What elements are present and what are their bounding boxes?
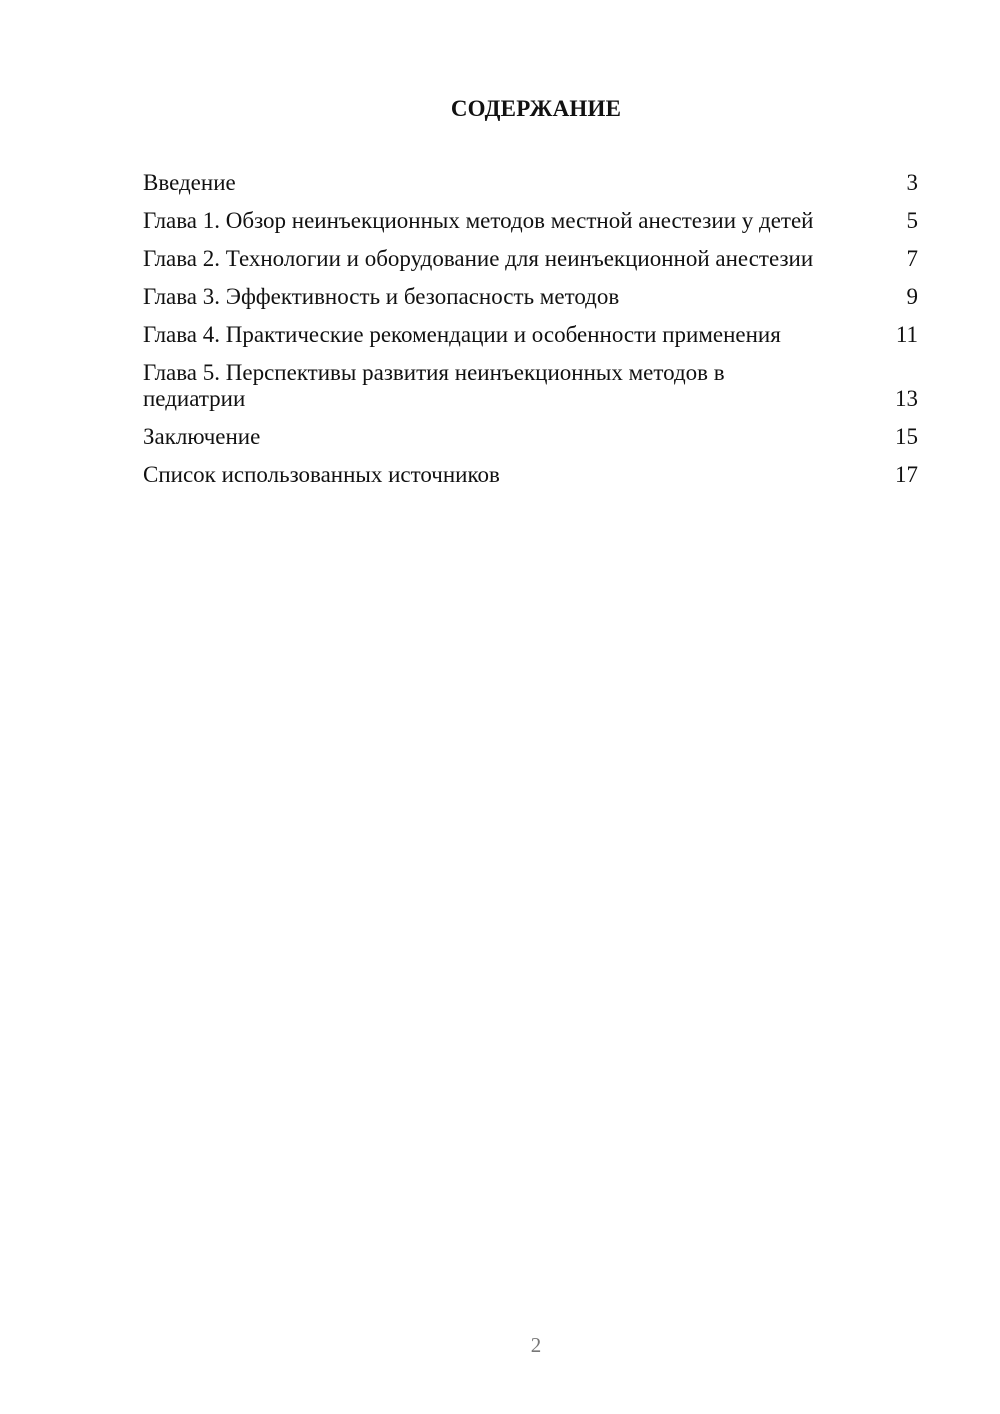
toc-entry-page: 3 — [906, 170, 918, 195]
page-title: СОДЕРЖАНИЕ — [450, 96, 622, 121]
toc-entry[interactable] — [143, 360, 918, 412]
toc-entry[interactable] — [143, 322, 918, 348]
toc-entry-page: 15 — [895, 424, 918, 449]
toc-entry-page: 9 — [906, 284, 918, 309]
toc-entry-text: Заключение — [143, 424, 261, 449]
toc-entry-text: Глава 3. Эффективность и безопасность методов — [143, 284, 620, 309]
toc-entry-page: 17 — [895, 462, 918, 487]
toc-entry-text: Список использованных источников — [143, 462, 500, 487]
toc-entry[interactable] — [143, 284, 918, 310]
toc-entry[interactable] — [143, 246, 918, 272]
toc-entry-page: 11 — [895, 322, 918, 347]
toc-entry-page: 7 — [906, 246, 918, 271]
toc-entry[interactable] — [143, 462, 918, 488]
toc-entry-text: Глава 4. Практические рекомендации и особенности применения — [143, 322, 781, 347]
toc-entry[interactable] — [143, 170, 918, 196]
toc-entry-text: Глава 1. Обзор неинъекционных методов местной анестезии у детей — [143, 208, 814, 233]
table-of-contents — [143, 170, 918, 500]
toc-entry-text: Введение — [143, 170, 236, 195]
toc-entry[interactable] — [143, 424, 918, 450]
toc-entry[interactable] — [143, 208, 918, 234]
toc-entry-page: 13 — [895, 386, 918, 411]
toc-entry-page: 5 — [906, 208, 918, 233]
toc-entry-text: Глава 2. Технологии и оборудование для неинъекционной анестезии — [143, 246, 814, 271]
toc-entry-text: Глава 5. Перспективы развития неинъекционных методов в педиатрии — [143, 360, 725, 411]
page-number: 2 — [530, 1333, 542, 1357]
